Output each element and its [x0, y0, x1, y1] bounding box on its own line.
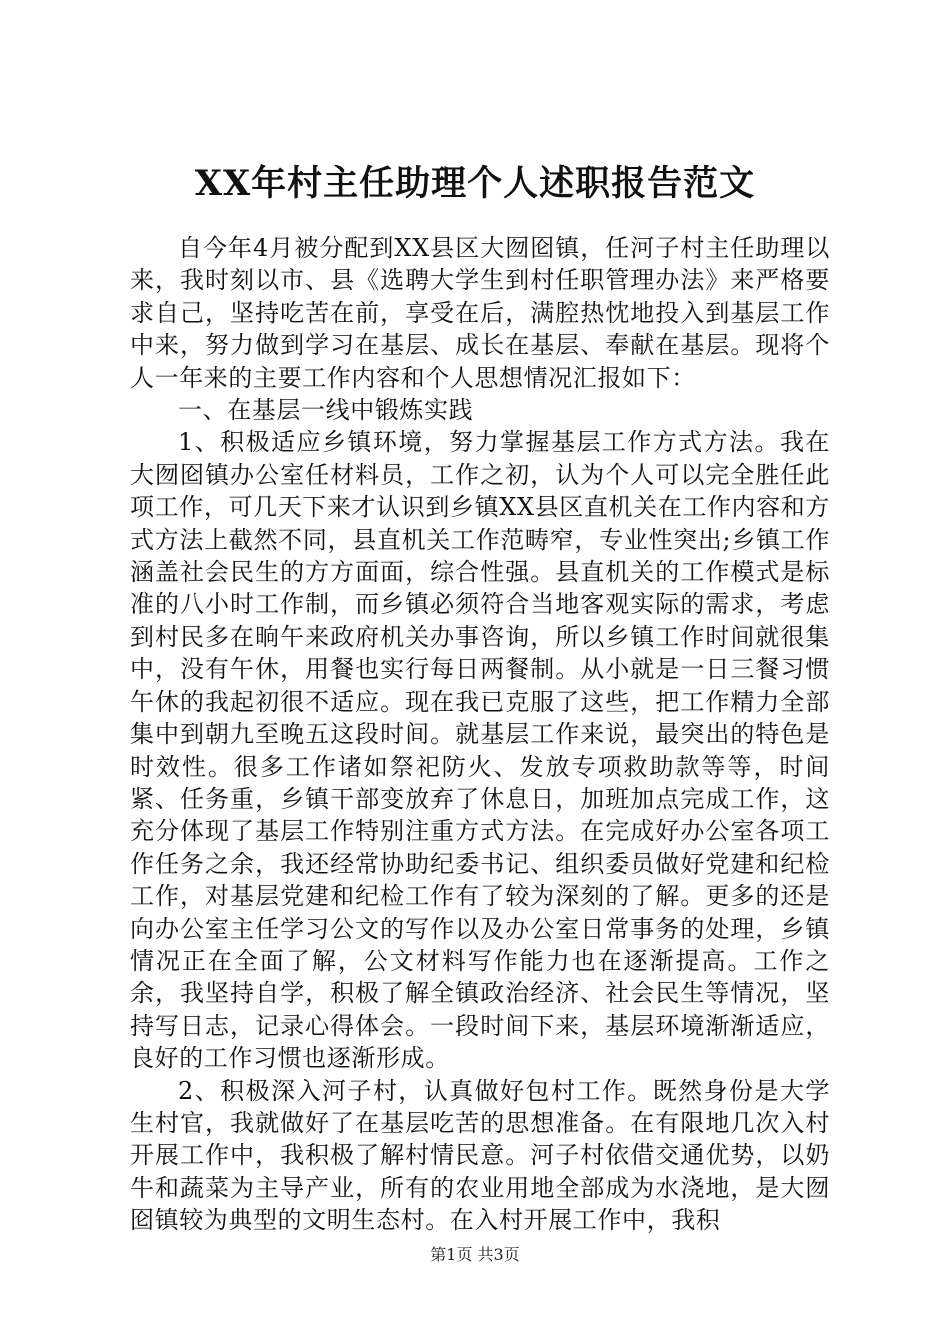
body-paragraph: 1、积极适应乡镇环境，努力掌握基层工作方式方法。我在大囫囵镇办公室任材料员，工作之初，认为个人可以完全胜任此项工作，可几天下来才认识到乡镇XX县区直机关在工作内容和方式方法上截然不同，县直机关工作范畴窄，专业性突出;乡镇工作涵盖社会民生的方方面面，综合性强。县直机关的工作模式是标准的八小时工作制，而乡镇必须符合当地客观实际的需求，考虑到村民多在晌午来政府机关办事咨询，所以乡镇工作时间就很集中，没有午休，用餐也实行每日两餐制。从小就是一日三餐习惯午休的我起初很不适应。现在我已克服了这些，把工作精力全部集中到朝九至晚五这段时间。就基层工作来说，最突出的特色是时效性。很多工作诸如祭祀防火、发放专项救助款等等，时间紧、任务重，乡镇干部变放弃了休息日，加班加点完成工作，这充分体现了基层工作特别注重方式方法。在完成好办公室各项工作任务之余，我还经常协助纪委书记、组织委员做好党建和纪检工作，对基层党建和纪检工作有了较为深刻的了解。更多的还是向办公室主任学习公文的写作以及办公室日常事务的处理，乡镇情况正在全面了解，公文材料写作能力也在逐渐提高。工作之余，我坚持自学，积极了解全镇政治经济、社会民生等情况，坚持写日志，记录心得体会。一段时间下来，基层环境渐渐适应，良好的工作习惯也逐渐形成。	[130, 428, 830, 1073]
document-title: XX年村主任助理个人述职报告范文	[194, 163, 756, 204]
body-paragraph: 2、积极深入河子村，认真做好包村工作。既然身份是大学生村官，我就做好了在基层吃苦的思想准备。在有限地几次入村开展工作中，我积极了解村情民意。河子村依借交通优势，以奶牛和蔬菜为主导产业，所有的农业用地全部成为水浇地，是大囫囵镇较为典型的文明生态村。在入村开展工作中，我积	[130, 1076, 830, 1235]
section-heading: 一、在基层一线中锻炼实践	[178, 396, 474, 425]
intro-paragraph: 自今年4月被分配到XX县区大囫囵镇，任河子村主任助理以来，我时刻以市、县《选聘大学生到村任职管理办法》来严格要求自己，坚持吃苦在前，享受在后，满腔热忱地投入到基层工作中来，努力做到学习在基层、成长在基层、奉献在基层。现将个人一年来的主要工作内容和个人思想情况汇报如下：	[130, 234, 830, 392]
document-body	[130, 232, 830, 1237]
page-number-footer: 第1页 共3页	[430, 1245, 520, 1264]
